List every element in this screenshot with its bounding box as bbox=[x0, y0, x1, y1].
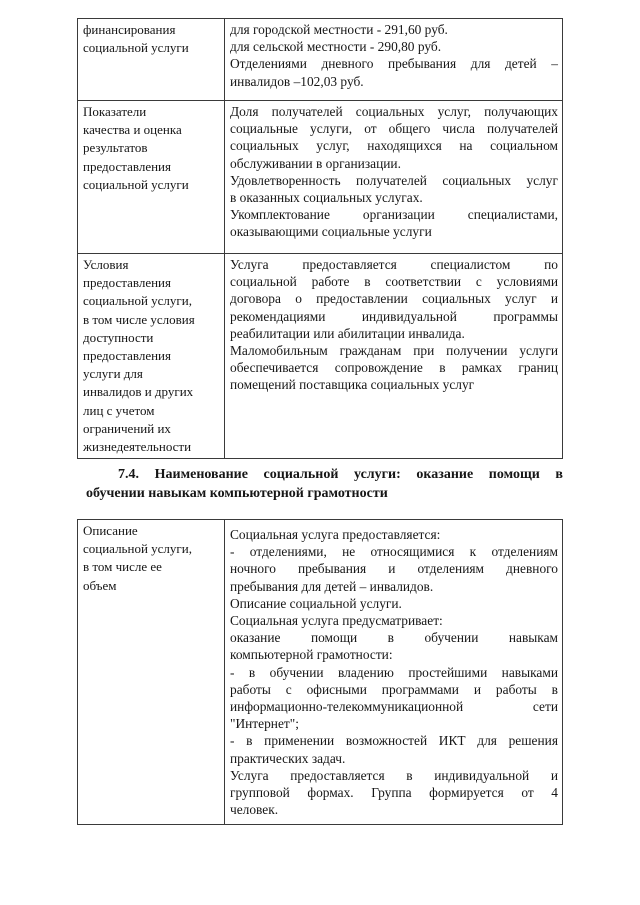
label-line: доступности bbox=[83, 329, 154, 345]
value-line: Социальная услуга предусматривает: bbox=[230, 613, 443, 629]
label-line: инвалидов и других bbox=[83, 384, 194, 400]
value-line: Доля получателей социальных услуг, получающих bbox=[230, 104, 558, 119]
value-line: Услуга предоставляется специалистом по bbox=[230, 257, 558, 272]
table-row-financing bbox=[78, 19, 563, 101]
label-line: предоставления bbox=[83, 158, 171, 174]
label-line: Показатели bbox=[83, 104, 147, 119]
label-line: предоставления bbox=[83, 348, 171, 364]
row-label-cell bbox=[78, 101, 225, 254]
value-line: групповой формах. Группа формируется от 4 bbox=[230, 785, 558, 801]
value-line: социальные услуги, от общего числа получателей bbox=[230, 121, 558, 137]
table-row-quality-indicators bbox=[78, 101, 563, 254]
value-line: в оказанных социальных услугах. bbox=[230, 190, 423, 206]
label-line: предоставления bbox=[83, 275, 171, 291]
value-line: Социальная услуга предоставляется: bbox=[230, 527, 441, 542]
row-label-cell bbox=[78, 520, 225, 825]
table-row-description bbox=[78, 520, 563, 825]
row-label-cell bbox=[78, 19, 225, 101]
section-heading bbox=[86, 466, 563, 503]
value-line: помещений поставщика социальных услуг bbox=[230, 377, 475, 393]
value-line: Удовлетворенность получателей социальных услуг bbox=[230, 172, 558, 188]
value-line: - в обучении владению простейшими навыками bbox=[230, 664, 558, 680]
value-line: для городской местности - 291,60 руб. bbox=[230, 22, 448, 37]
label-line: социальной услуги bbox=[83, 176, 189, 192]
value-line: ночного пребывания и отделениям дневного bbox=[230, 561, 558, 577]
value-line: практических задач. bbox=[230, 750, 346, 766]
section-heading-line: 7.4. Наименование социальной услуги: оказание помощи в bbox=[118, 467, 563, 482]
row-value-cell bbox=[225, 520, 563, 825]
value-line: договора о предоставлении социальных услуг и bbox=[230, 291, 558, 307]
value-line: для сельской местности - 290,80 руб. bbox=[230, 39, 442, 55]
label-line: качества и оценка bbox=[83, 122, 182, 138]
label-line: ограничений их bbox=[83, 420, 171, 436]
label-line: Описание bbox=[83, 523, 138, 538]
value-line: обеспечивается сопровождение в рамках границ bbox=[230, 360, 558, 376]
value-line: Описание социальной услуги. bbox=[230, 595, 402, 611]
label-line: в том числе условия bbox=[83, 311, 195, 327]
label-line: Условия bbox=[83, 257, 129, 272]
value-line: работы с офисными программами и работы в bbox=[230, 681, 558, 697]
value-line: социальной работе в соответствии с условиями bbox=[230, 274, 558, 290]
value-line: рекомендациями индивидуальной программы bbox=[230, 308, 558, 324]
row-label-cell bbox=[78, 254, 225, 459]
value-line: Укомплектование организации специалистами, bbox=[230, 207, 558, 223]
label-line: социальной услуги bbox=[83, 40, 189, 56]
value-line: оказание помощи в обучении навыкам bbox=[230, 630, 558, 646]
value-line: информационно-телекоммуникационной сети bbox=[230, 699, 558, 715]
row-value-cell bbox=[225, 101, 563, 254]
value-line: реабилитации или абилитации инвалида. bbox=[230, 325, 465, 341]
row-value-cell bbox=[225, 19, 563, 101]
label-line: результатов bbox=[83, 140, 148, 156]
label-line: социальной услуги, bbox=[83, 541, 192, 557]
value-line: инвалидов –102,03 руб. bbox=[230, 73, 364, 89]
label-line: жизнедеятельности bbox=[83, 439, 192, 455]
row-value-cell bbox=[225, 254, 563, 459]
value-line: компьютерной грамотности: bbox=[230, 647, 393, 663]
value-line: оказывающими социальные услуги bbox=[230, 224, 432, 240]
value-line: социальных услуг, находящихся на социальном bbox=[230, 138, 558, 154]
label-line: объем bbox=[83, 577, 117, 593]
services-table-2 bbox=[77, 519, 563, 825]
label-line: в том числе ее bbox=[83, 559, 162, 575]
section-heading-line: обучении навыкам компьютерной грамотности bbox=[86, 485, 388, 501]
value-line: Отделениями дневного пребывания для детей – bbox=[230, 56, 558, 72]
label-line: финансирования bbox=[83, 22, 176, 37]
label-line: лиц с учетом bbox=[83, 402, 155, 418]
value-line: обслуживании в организации. bbox=[230, 155, 401, 171]
value-line: "Интернет"; bbox=[230, 716, 299, 732]
label-line: социальной услуги, bbox=[83, 293, 192, 309]
label-line: услуги для bbox=[83, 366, 143, 382]
value-line: - в применении возможностей ИКТ для решения bbox=[230, 733, 558, 749]
value-line: человек. bbox=[230, 802, 279, 818]
value-line: пребывания для детей – инвалидов. bbox=[230, 578, 434, 594]
services-table-1 bbox=[77, 18, 563, 459]
value-line: Услуга предоставляется в индивидуальной и bbox=[230, 767, 558, 783]
table-row-conditions bbox=[78, 254, 563, 459]
value-line: Маломобильным гражданам при получении услуги bbox=[230, 343, 558, 359]
value-line: - отделениями, не относящимися к отделениям bbox=[230, 544, 558, 560]
